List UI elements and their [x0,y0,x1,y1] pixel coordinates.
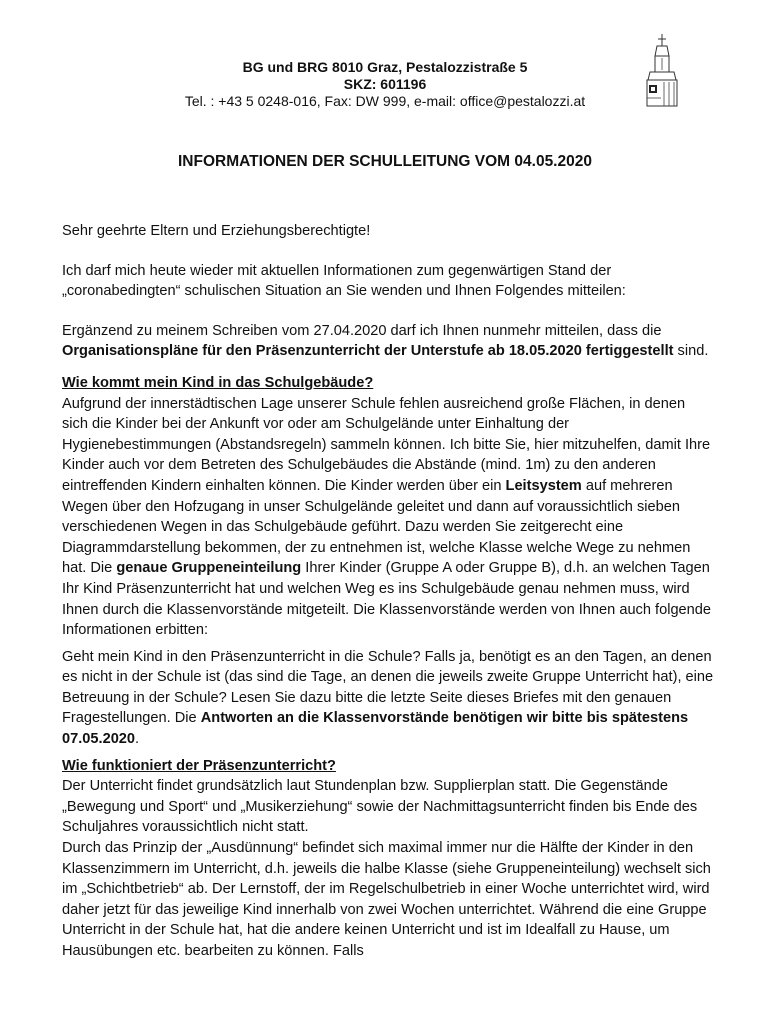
classes-paragraph-2: Durch das Prinzip der „Ausdünnung“ befindet sich maximal immer nur die Hälfte der Kinder in den Klassenzimmern im Unterricht, d.h. jeweils die halbe Klasse (siehe Gruppeneinteilung) wechselt sich im „Schichtbetrieb“ ab. Der Lernstoff, der im Regelschulbetrieb in einer Woche unterrichtet wird, wird daher jetzt für das jeweilige Kind innerhalb von zwei Wochen unterrichtet. Während die eine Gruppe Unterricht in der Schule hat, hat die andere keinen Unterricht und ist im Idealfall zu Hause, um Hausübungen etc. bearbeiten zu können. Falls [62,840,711,959]
intro-paragraph: Ich darf mich heute wieder mit aktuellen Informationen zum gegenwärtigen Stand der „coronabedingten“ schulischen Situation an Sie wenden und Ihnen Folgendes mitteilen: [62,262,626,300]
greeting: Sehr geehrte Eltern und Erziehungsberechtigte! [62,223,371,239]
page-title: INFORMATIONEN DER SCHULLEITUNG VOM 04.05.2020 [178,153,592,170]
arrival-paragraph: Aufgrund der innerstädtischen Lage unserer Schule fehlen ausreichend große Flächen, in denen sich die Kinder bei der Ankunft vor oder am Schulgelände unter Einhaltung der Hygienebestimmungen (Abstandsregeln) sammeln können. Ich bitte Sie, hier mitzuhelfen, damit Ihre Kinder auch vor dem Betreten des Schulgebäudes die Abstände (mind. 1m) zu den anderen eintreffenden Kindern einhalten können. Die Kinder werden über ein Leitsystem auf mehreren Wegen über den Hofzugang in unser Schulgelände geleitet und dann auf voraussichtlich sieben verschiedenen Wegen in das Schulgebäude geführt. Dazu werden Sie zeitgerecht eine Diagrammdarstellung bekommen, der zu entnehmen ist, welche Klasse welche Wege zu nehmen hat. Die genaue Gruppeneinteilung Ihrer Kinder (Gruppe A oder Gruppe B), d.h. an welchen Tagen Ihr Kind Präsenzunterricht hat und welchen Weg es ins Schulgebäude genau nehmen muss, wird Ihnen durch die Klassenvorstände mitgeteilt. Die Klassenvorstände werden von Ihnen auch folgende Informationen erbitten: [62,395,712,639]
contact-line: Tel. : +43 5 0248-016, Fax: DW 999, e-mail: office@pestalozzi.at [184,93,586,109]
attendance-question-paragraph: Geht mein Kind in den Präsenzunterricht in die Schule? Falls ja, benötigt es an den Tagen, an denen es nicht in der Schule ist (das sind die Tage, an denen die jeweils zweite Gruppe Unterricht hat), eine Betreuung in der Schule? Lesen Sie dazu bitte die letzte Seite dieses Briefes mit den genauen Fragestellungen. Die Antworten an die Klassenvorstände benötigen wir bitte bis spätestens 07.05.2020. [62,648,714,748]
letterhead [130,59,640,110]
school-code: SKZ: 601196 [343,76,427,92]
classes-paragraph-1: Der Unterricht findet grundsätzlich laut Stundenplan bzw. Supplierplan statt. Die Gegenstände „Bewegung und Sport“ und „Musikerziehung“ sowie der Nachmittagsunterricht finden bis Ende des Schuljahres voraussichtlich nicht statt. [62,778,698,836]
organisation-paragraph: Ergänzend zu meinem Schreiben vom 27.04.2020 darf ich Ihnen nunmehr mitteilen, dass die Organisationspläne für den Präsenzunterricht der Unterstufe ab 18.05.2020 fertiggestellt sind. [62,322,709,360]
section-heading-classes: Wie funktioniert der Präsenzunterricht? [62,757,336,774]
section-heading-arrival: Wie kommt mein Kind in das Schulgebäude? [62,374,374,391]
school-address: BG und BRG 8010 Graz, Pestalozzistraße 5 [242,59,528,75]
school-building-logo [638,32,686,108]
letter-body [62,221,714,962]
